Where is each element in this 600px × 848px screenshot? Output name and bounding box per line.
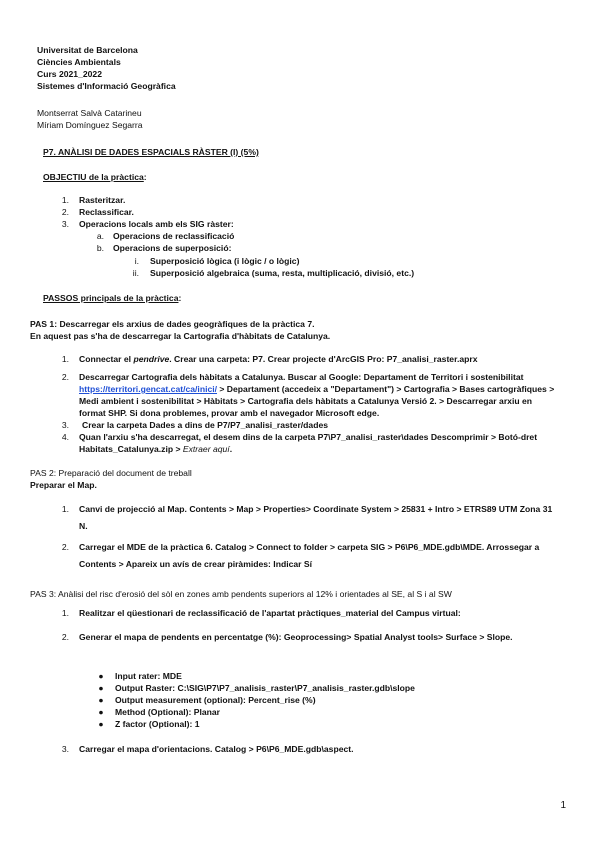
objectiu-item-2: Reclassificar.	[79, 207, 134, 217]
pas2-step-2-line-2: Contents > Apareix un avís de crear piràmides: Indicar Sí	[79, 559, 312, 569]
pas1-step-2-line-2	[79, 384, 554, 395]
slope-param-zfactor: Z factor (Optional): 1	[115, 719, 200, 729]
course-year: Curs 2021_2022	[37, 69, 102, 79]
pas2-heading: PAS 2: Preparació del document de treball	[30, 468, 192, 478]
pas1-step-4-italic: Extraer aquí	[182, 444, 230, 454]
list-number: 1.	[61, 354, 69, 364]
practice-title: P7. ANÀLISI DE DADES ESPACIALS RÀSTER (I) (5%)	[43, 147, 259, 157]
list-number: 1.	[61, 608, 69, 618]
pas1-step-1	[79, 354, 478, 365]
bullet-icon: ●	[98, 719, 104, 729]
pas1-step-4-post: .	[229, 444, 233, 454]
pas2-step-1-line-1: Canvi de projecció al Map. Contents > Map > Properties> Coordinate System > 25831 + Intro > ETRS89 UTM Zona 31	[79, 504, 553, 514]
objectiu-sub-b-i: Superposició lògica (i lògic / o lògic)	[150, 256, 300, 266]
territori-link[interactable]: https://territori.gencat.cat/ca/inici/	[79, 384, 218, 394]
bullet-icon: ●	[98, 695, 104, 705]
passos-heading	[43, 293, 181, 304]
bullet-icon: ●	[98, 671, 104, 681]
slope-param-input: Input rater: MDE	[115, 671, 182, 681]
objectiu-item-1: Rasteritzar.	[79, 195, 126, 205]
pas3-step-3: Carregar el mapa d'orientacions. Catalog > P6\P6_MDE.gdb\aspect.	[79, 744, 354, 754]
pas1-step-4-line-1: Quan l'arxiu s'ha descarregat, el desem dins de la carpeta P7\P7_analisi_raster\dades Descomprimir > Botó-dret	[79, 432, 538, 442]
list-number: 3.	[61, 744, 69, 754]
bullet-icon: ●	[98, 683, 104, 693]
objectiu-colon: :	[143, 172, 147, 182]
list-number: 4.	[61, 432, 69, 442]
pas1-step-2-line-3: Medi ambient i sostenibilitat > Hàbitats > Cartografia dels hàbitats a Catalunya Versió 2. > Descarregar arxiu en	[79, 396, 533, 406]
pas3-step-2: Generar el mapa de pendents en percentatge (%): Geoprocessing> Spatial Analyst tools> Surface > Slope.	[79, 632, 513, 642]
passos-colon: :	[178, 293, 182, 303]
objectiu-sub-b-ii: Superposició algebraica (suma, resta, multiplicació, divisió, etc.)	[150, 268, 415, 278]
author-1: Montserrat Salvà Catarineu	[37, 108, 142, 118]
slope-param-measurement: Output measurement (optional): Percent_rise (%)	[115, 695, 316, 705]
list-letter: b.	[96, 243, 104, 253]
slope-param-method: Method (Optional): Planar	[115, 707, 221, 717]
list-letter: a.	[96, 231, 104, 241]
list-number: 2.	[61, 372, 69, 382]
pas1-heading: PAS 1: Descarregar els arxius de dades geogràfiques de la pràctica 7.	[30, 319, 315, 329]
author-2: Míriam Domínguez Segarra	[37, 120, 143, 130]
list-number: 2.	[61, 542, 69, 552]
page-number: 1	[560, 800, 566, 811]
pas2-sub: Preparar el Map.	[30, 480, 97, 490]
objectiu-heading	[43, 172, 147, 183]
pas1-step-4-line-2	[79, 444, 232, 455]
list-number: 1.	[61, 195, 69, 205]
pas1-step-2-line-2-post: > Departament (accedeix a "Departament") > Cartografia > Bases cartogràfiques >	[217, 384, 555, 394]
list-number: 2.	[61, 207, 69, 217]
list-number: 2.	[61, 632, 69, 642]
list-number: 3.	[61, 219, 69, 229]
pas3-heading: PAS 3: Anàlisi del risc d'erosió del sòl en zones amb pendents superiors al 12% i orientades al SE, al S i al SW	[30, 589, 452, 599]
degree-name: Ciències Ambientals	[37, 57, 121, 67]
list-number: 1.	[61, 504, 69, 514]
pas1-intro: En aquest pas s'ha de descarregar la Cartografia d'hàbitats de Catalunya.	[30, 331, 331, 341]
objectiu-item-3: Operacions locals amb els SIG ràster:	[79, 219, 234, 229]
pas3-step-1: Realitzar el qüestionari de reclassificació de l'apartat pràctiques_material del Campus virtual:	[79, 608, 461, 618]
pas1-step-1-pre: Connectar el	[79, 354, 134, 364]
subject-name: Sistemes d'Informació Geogràfica	[37, 81, 176, 91]
list-roman: ii.	[132, 268, 139, 278]
pas1-step-1-post: . Crear una carpeta: P7. Crear projecte d'ArcGIS Pro: P7_analisi_raster.aprx	[169, 354, 478, 364]
passos-label: PASSOS principals de la pràctica	[43, 293, 179, 303]
bullet-icon: ●	[98, 707, 104, 717]
pas2-step-1-line-2: N.	[79, 521, 88, 531]
list-roman: i.	[134, 256, 139, 266]
list-number: 3.	[61, 420, 69, 430]
objectiu-sub-a: Operacions de reclassificació	[113, 231, 235, 241]
pas1-step-2-line-1: Descarregar Cartografia dels hàbitats a Catalunya. Buscar al Google: Departament de Territori i sostenibilitat	[79, 372, 524, 382]
pas1-step-1-italic: pendrive	[133, 354, 170, 364]
pas1-step-2-line-4: format SHP. Si dona problemes, provar amb el navegador Microsoft edge.	[79, 408, 380, 418]
objectiu-label: OBJECTIU de la pràctica	[43, 172, 144, 182]
slope-param-output: Output Raster: C:\SIG\P7\P7_analisis_raster\P7_analisis_raster.gdb\slope	[115, 683, 415, 693]
pas1-step-3: Crear la carpeta Dades a dins de P7/P7_analisi_raster/dades	[82, 420, 329, 430]
objectiu-sub-b: Operacions de superposició:	[113, 243, 232, 253]
university-name: Universitat de Barcelona	[37, 45, 138, 55]
pas2-step-2-line-1: Carregar el MDE de la pràctica 6. Catalog > Connect to folder > carpeta SIG > P6\P6_MDE.gdb\MDE. Arrossegar a	[79, 542, 540, 552]
pas1-step-4-pre: Habitats_Catalunya.zip >	[79, 444, 183, 454]
